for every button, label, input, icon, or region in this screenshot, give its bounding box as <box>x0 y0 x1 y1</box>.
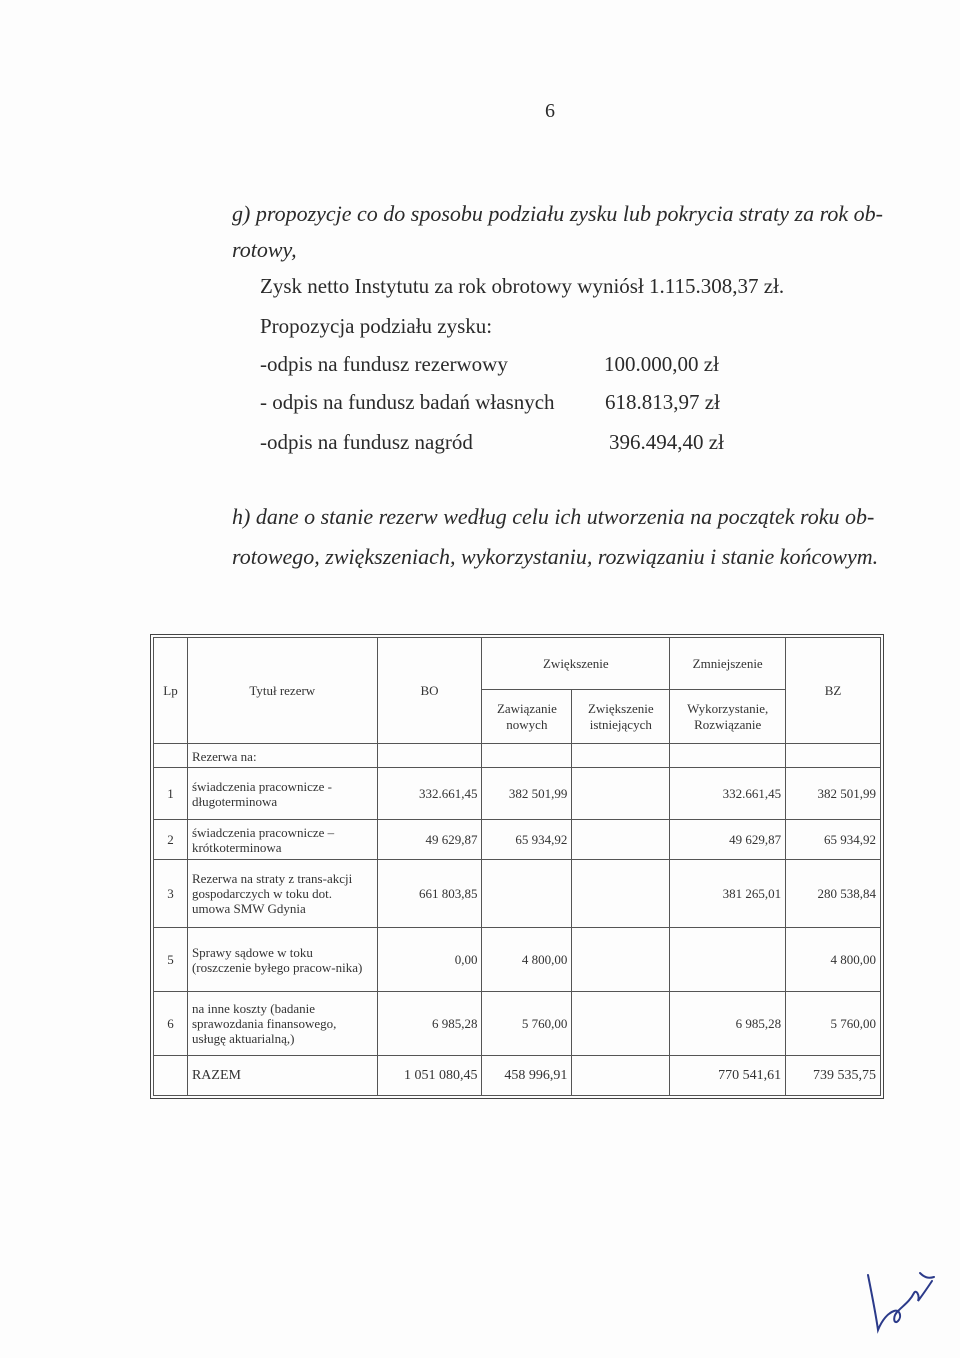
table-total-row <box>154 1056 881 1096</box>
total-decrease: 770 541,61 <box>670 1056 786 1096</box>
section-g-heading-line1: g) propozycje co do sposobu podziału zysku lub pokrycia straty za rok ob- <box>232 201 883 226</box>
header-title: Tytuł rezerw <box>187 638 377 744</box>
section-h-heading <box>232 497 912 577</box>
allocation-label: - odpis na fundusz badań własnych <box>260 390 555 414</box>
allocation-label: -odpis na fundusz nagród <box>260 430 473 454</box>
table-row: 1 świadczenia pracownicze - długoterminowa 332.661,45 382 501,99 332.661,45 382 501,99 <box>154 768 881 820</box>
total-existing <box>572 1056 670 1096</box>
allocation-value: 100.000,00 zł <box>604 352 719 376</box>
table-row: 6 na inne koszty (badanie sprawozdania finansowego, usługę aktuarialną,) 6 985,28 5 760,00 6 985,28 5 760,00 <box>154 992 881 1056</box>
section-g-heading-line2: rotowy, <box>232 237 297 262</box>
section-g-heading <box>232 196 912 268</box>
allocation-value: 618.813,97 zł <box>605 390 720 414</box>
handwritten-signature <box>858 1265 938 1340</box>
header-bz: BZ <box>786 638 881 744</box>
section-label: Rezerwa na: <box>187 744 377 768</box>
header-increase-new: Zawiązanie nowych <box>482 690 572 744</box>
allocation-value: 396.494,40 zł <box>609 430 724 454</box>
total-label: RAZEM <box>187 1056 377 1096</box>
header-decrease: Zmniejszenie <box>670 638 786 690</box>
allocation-label: -odpis na fundusz rezerwowy <box>260 352 508 376</box>
table-row: 5 Sprawy sądowe w toku (roszczenie byłego pracow-nika) 0,00 4 800,00 4 800,00 <box>154 928 881 992</box>
header-increase: Zwiększenie <box>482 638 670 690</box>
section-h-heading-line1: h) dane o stanie rezerw według celu ich utworzenia na początek roku ob- <box>232 504 875 529</box>
header-bo: BO <box>377 638 482 744</box>
total-bz: 739 535,75 <box>786 1056 881 1096</box>
page-number: 6 <box>545 100 555 122</box>
section-h-heading-line2: rotowego, zwiększeniach, wykorzystaniu, rozwiązaniu i stanie końcowym. <box>232 544 879 569</box>
reserves-table <box>153 637 881 1096</box>
proposal-title: Propozycja podziału zysku: <box>260 314 493 338</box>
total-bo: 1 051 080,45 <box>377 1056 482 1096</box>
header-decrease-sub: Wykorzystanie, Rozwiązanie <box>670 690 786 744</box>
table-row: 2 świadczenia pracownicze – krótkoterminowa 49 629,87 65 934,92 49 629,87 65 934,92 <box>154 820 881 860</box>
total-new: 458 996,91 <box>482 1056 572 1096</box>
net-profit-text: Zysk netto Instytutu za rok obrotowy wyniósł 1.115.308,37 zł. <box>260 274 785 298</box>
header-lp: Lp <box>154 638 188 744</box>
table-row: 3 Rezerwa na straty z trans-akcji gospodarczych w toku dot. umowa SMW Gdynia 661 803,85 381 265,01 280 538,84 <box>154 860 881 928</box>
header-increase-existing: Zwiększenie istniejących <box>572 690 670 744</box>
